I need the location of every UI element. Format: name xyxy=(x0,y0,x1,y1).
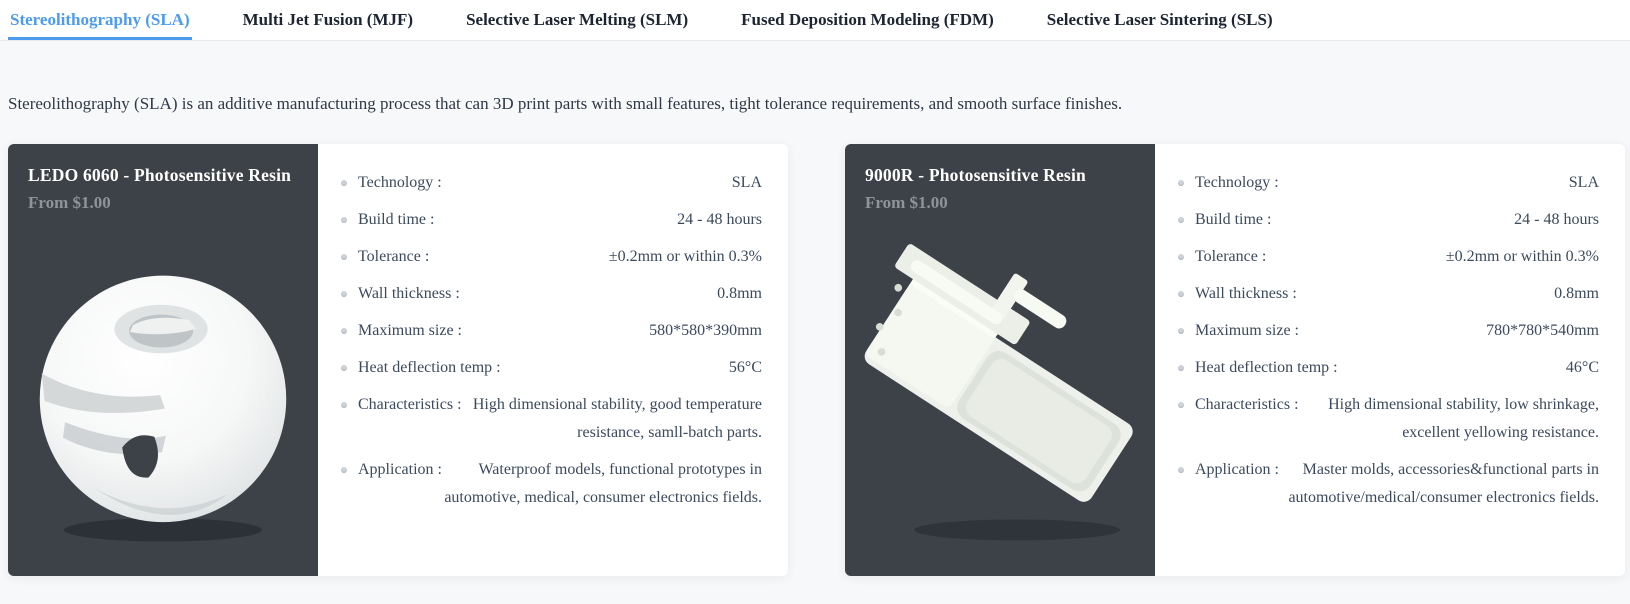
bullet-icon xyxy=(341,254,347,260)
spec-label: Technology : xyxy=(1195,174,1279,191)
spec-label: Heat deflection temp : xyxy=(1195,359,1338,376)
bullet-icon xyxy=(1178,254,1184,260)
spec-label: Build time : xyxy=(358,211,435,228)
product-card-ledo-6060[interactable] xyxy=(8,144,788,576)
spec-value: 0.8mm xyxy=(1554,285,1599,302)
tab-label: Selective Laser Melting (SLM) xyxy=(466,10,689,29)
spec-label: Heat deflection temp : xyxy=(358,359,501,376)
spec-row xyxy=(1178,456,1599,512)
spec-row xyxy=(341,317,762,345)
spec-value: 780*780*540mm xyxy=(1486,322,1599,339)
spec-row xyxy=(341,169,762,197)
spec-value: SLA xyxy=(1568,174,1599,191)
spec-value: 56°C xyxy=(728,359,762,376)
bullet-icon xyxy=(1178,291,1184,297)
tab-label: Multi Jet Fusion (MJF) xyxy=(242,10,414,29)
spec-value: High dimensional stability, low shrinkage, excellent yellowing resistance. xyxy=(1328,396,1599,441)
product-image-bracket xyxy=(845,216,1155,576)
spec-row xyxy=(341,280,762,308)
spec-row xyxy=(341,354,762,382)
spec-value: ±0.2mm or within 0.3% xyxy=(1445,248,1599,265)
spec-value: 24 - 48 hours xyxy=(677,211,762,228)
bullet-icon xyxy=(341,180,347,186)
spec-row xyxy=(1178,206,1599,234)
spec-row xyxy=(341,243,762,271)
spec-value: High dimensional stability, good temperature resistance, samll-batch parts. xyxy=(472,396,762,441)
spec-label: Maximum size : xyxy=(358,322,462,339)
spec-value: 580*580*390mm xyxy=(649,322,762,339)
tab-bar xyxy=(0,0,1630,41)
product-spec-panel xyxy=(1155,144,1625,576)
tab-label: Selective Laser Sintering (SLS) xyxy=(1046,10,1273,29)
bullet-icon xyxy=(341,291,347,297)
bullet-icon xyxy=(1178,467,1184,473)
spec-row xyxy=(1178,317,1599,345)
spec-label: Characteristics : xyxy=(358,396,462,413)
spec-row xyxy=(1178,391,1599,447)
spec-row xyxy=(1178,243,1599,271)
spec-row xyxy=(1178,169,1599,197)
spec-value: ±0.2mm or within 0.3% xyxy=(608,248,762,265)
spec-row xyxy=(341,456,762,512)
bullet-icon xyxy=(341,365,347,371)
spec-list xyxy=(341,169,762,512)
tab-selective-laser-sintering-sls[interactable] xyxy=(1047,0,1273,40)
product-media-panel xyxy=(845,144,1155,576)
bullet-icon xyxy=(1178,328,1184,334)
product-title: 9000R - Photosensitive Resin xyxy=(865,165,1086,185)
tab-label: Fused Deposition Modeling (FDM) xyxy=(741,10,994,29)
spec-row xyxy=(341,206,762,234)
spec-label: Technology : xyxy=(358,174,442,191)
process-description: Stereolithography (SLA) is an additive manufacturing process that can 3D print parts with small features, tight tolerance requirements, and smooth surface finishes. xyxy=(8,94,1123,113)
bullet-icon xyxy=(341,467,347,473)
product-media-panel xyxy=(8,144,318,576)
bullet-icon xyxy=(341,217,347,223)
spec-row xyxy=(1178,280,1599,308)
spec-label: Application : xyxy=(358,461,442,478)
spec-label: Maximum size : xyxy=(1195,322,1299,339)
bullet-icon xyxy=(1178,365,1184,371)
spec-label: Build time : xyxy=(1195,211,1272,228)
bullet-icon xyxy=(1178,402,1184,408)
product-title: LEDO 6060 - Photosensitive Resin xyxy=(28,165,292,185)
spec-label: Tolerance : xyxy=(358,248,430,265)
spec-value: SLA xyxy=(731,174,762,191)
tab-multi-jet-fusion-mjf[interactable] xyxy=(243,0,413,40)
tab-stereolithography-sla[interactable] xyxy=(10,0,190,40)
bullet-icon xyxy=(341,402,347,408)
product-card-9000r[interactable] xyxy=(845,144,1625,576)
bullet-icon xyxy=(1178,217,1184,223)
product-spec-panel xyxy=(318,144,788,576)
spec-value: Waterproof models, functional prototypes in automotive, medical, consumer electronics fields. xyxy=(444,461,762,506)
tab-fused-deposition-modeling-fdm[interactable] xyxy=(741,0,994,40)
bullet-icon xyxy=(341,328,347,334)
tab-label: Stereolithography (SLA) xyxy=(10,10,190,29)
spec-value: 24 - 48 hours xyxy=(1514,211,1599,228)
product-image-sphere xyxy=(8,216,318,576)
spec-label: Tolerance : xyxy=(1195,248,1267,265)
spec-value: 0.8mm xyxy=(717,285,762,302)
spec-row xyxy=(1178,354,1599,382)
spec-label: Wall thickness : xyxy=(1195,285,1297,302)
spec-value: 46°C xyxy=(1565,359,1599,376)
spec-label: Application : xyxy=(1195,461,1279,478)
spec-row xyxy=(341,391,762,447)
bullet-icon xyxy=(1178,180,1184,186)
product-cards xyxy=(8,144,1630,576)
product-price: From $1.00 xyxy=(865,193,948,212)
tab-selective-laser-melting-slm[interactable] xyxy=(466,0,688,40)
product-price: From $1.00 xyxy=(28,193,111,212)
spec-label: Wall thickness : xyxy=(358,285,460,302)
spec-label: Characteristics : xyxy=(1195,396,1299,413)
spec-value: Master molds, accessories&functional parts in automotive/medical/consumer electronics fields. xyxy=(1288,461,1599,506)
spec-list xyxy=(1178,169,1599,512)
